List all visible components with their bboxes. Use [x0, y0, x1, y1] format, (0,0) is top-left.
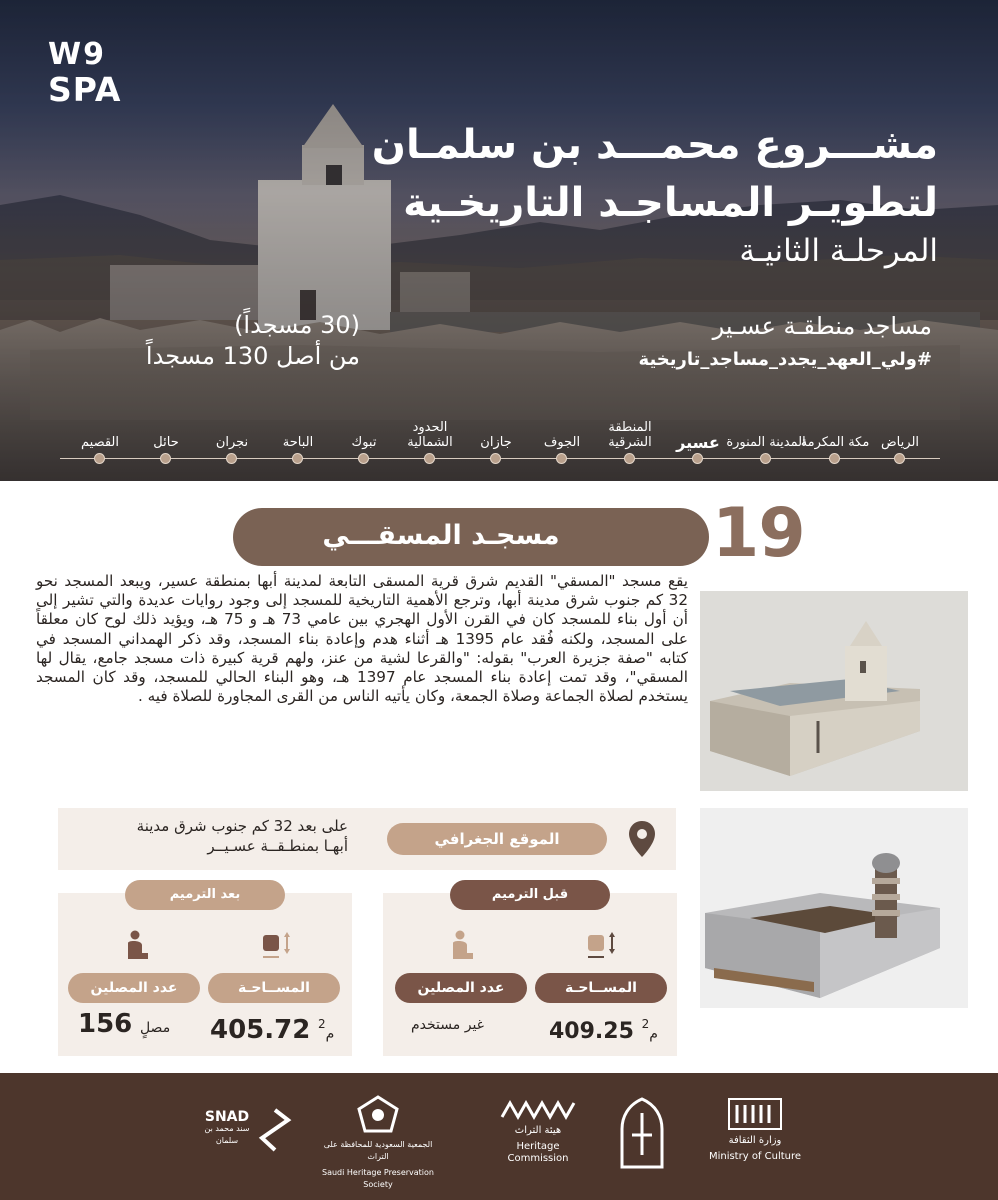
timeline-label: القصيم [81, 435, 119, 450]
hero-title [338, 116, 938, 232]
after-restoration-box [58, 887, 352, 1056]
region-timeline [60, 410, 940, 470]
worshipper-icon [445, 929, 479, 963]
heritage-society-emblem-icon [353, 1095, 403, 1135]
timeline-dot [692, 453, 703, 464]
location-label: الموقع الجغرافي [387, 823, 607, 855]
mosque-description: يقع مسجد "المسقي" القديم شرق قرية المسقى التابعة لمدينة أبها بمنطقة عسير، ويبعد المسجد نحو 32 كم جنوب شرق مدينة أبها، وترجع الأهمية التاريخية للمسجد إلى وجود روايات عديدة والتي تشير إلى أن أول بناء للمسجد كان في القرن الأول الهجري بين عامي 73 هـ و 75 هـ، ويؤيد ذلك لوح كان معلقاً على المسجد، ولكنه فُقد عام 1395 هـ أثناء هدم وإعادة بناء المسجد، وقد ذكر الهمداني المسجد في كتابه "صفة جزيرة العرب" بقوله: "والقرعا لشية من عنز، ولهم قرية كبيرة ذات مسجد جامع، يقال لها المسقي"، وقد تمت إعادة بناء المسجد عام 1397 هـ، وهو البناء الحالي للمسجد، وقد كان المسجد يستخدم لصلاة الجماعة وصلاة الجمعة، وكان يأتيه الناس من القرى المجاورة للصلاة فيه . [36, 572, 689, 706]
mosque-before-render [700, 591, 968, 791]
spa-logo-top: W9 [48, 37, 106, 72]
timeline-item-qassim[interactable] [60, 410, 140, 468]
heritage-commission-emblem-icon [498, 1095, 578, 1121]
islamic-affairs-logo [612, 1095, 672, 1175]
timeline-dot [292, 453, 303, 464]
hero-banner [0, 0, 998, 481]
hero-count-line-2: من أصل 130 مسجداً [145, 342, 360, 370]
mosque-after-render [700, 808, 968, 1008]
before-area-label: المســاحـة [535, 973, 667, 1003]
ministry-of-culture-logo [700, 1095, 810, 1163]
footer-partners [0, 1073, 998, 1200]
timeline-dot [556, 453, 567, 464]
before-heading: قبل الترميم [450, 880, 610, 910]
hero-hashtag: #ولي_العهد_يجدد_مساجد_تاريخية [638, 349, 932, 370]
timeline-item-eastern[interactable] [590, 410, 670, 468]
hero-mosque-count [145, 310, 360, 372]
hero-count-line-1: (30 مسجداً) [234, 311, 360, 339]
map-pin-icon [628, 820, 656, 858]
timeline-label: الحدود الشمالية [407, 420, 453, 450]
snad-name-ar: سند محمد بن سلمان [204, 1124, 250, 1145]
timeline-label: الباحة [282, 435, 314, 450]
mosque-number: 19 [712, 494, 805, 573]
before-worshippers-label: عدد المصلين [395, 973, 527, 1003]
location-box [58, 808, 676, 870]
timeline-item-asir[interactable] [658, 410, 738, 468]
ministry-culture-name-ar: وزارة الثقافة [728, 1135, 782, 1146]
timeline-dot [829, 453, 840, 464]
before-area-unit: م [649, 1026, 658, 1042]
after-worshippers-number: 156 [78, 1009, 133, 1039]
heritage-commission-logo [488, 1095, 588, 1165]
timeline-dot [624, 453, 635, 464]
hero-title-line-2: لتطويـر المساجـد التاريخـية [403, 180, 938, 226]
timeline-dot [160, 453, 171, 464]
area-icon [259, 929, 293, 963]
timeline-item-madinah[interactable] [726, 410, 806, 468]
heritage-society-name-en: Saudi Heritage Preservation Society [322, 1168, 434, 1189]
hero-region: مساجد منطقـة عسـير [712, 312, 932, 340]
timeline-label: عسير [676, 433, 720, 452]
timeline-dot [424, 453, 435, 464]
heritage-society-name-ar: الجمعية السعودية للمحافظة على التراث [323, 1140, 433, 1161]
ministry-culture-emblem-icon [725, 1095, 785, 1131]
after-worshippers-label: عدد المصلين [68, 973, 200, 1003]
area-icon [584, 929, 618, 963]
timeline-label: جازان [480, 435, 512, 450]
heritage-commission-name-ar: هيئة التراث [514, 1125, 562, 1136]
timeline-item-makkah[interactable] [795, 410, 875, 468]
after-worshippers-value [78, 1009, 170, 1043]
timeline-label: تبوك [351, 435, 377, 450]
timeline-dot [358, 453, 369, 464]
timeline-label: المدينة المنورة [726, 435, 806, 450]
before-area-value [549, 1009, 658, 1049]
heritage-commission-name-en: Heritage Commission [507, 1141, 569, 1164]
islamic-affairs-emblem-icon [616, 1095, 668, 1171]
ministry-culture-name-en: Ministry of Culture [708, 1151, 802, 1162]
timeline-label: مكة المكرمة [800, 435, 870, 450]
timeline-dot [760, 453, 771, 464]
after-area-number: 405.72 [210, 1015, 311, 1045]
mosque-before-image [700, 591, 968, 791]
after-area-unit: م [325, 1026, 335, 1042]
spa-logo: SPA [48, 70, 122, 109]
mosque-name: مسجـد المسقـــي [322, 520, 560, 551]
timeline-label: المنطقة الشرقية [608, 420, 652, 450]
timeline-dot [94, 453, 105, 464]
snad-emblem-icon [258, 1107, 292, 1153]
before-area-unit-power: 2 [641, 1017, 650, 1031]
worshipper-icon [120, 929, 154, 963]
timeline-dot [226, 453, 237, 464]
location-text: على بعد 32 كم جنوب شرق مدينة أبهـا بمنطـقــة عسـيــر [136, 817, 348, 855]
after-worshippers-unit: مصلٍ [139, 1020, 171, 1036]
timeline-dot [894, 453, 905, 464]
before-restoration-box [383, 887, 677, 1056]
timeline-label: حائل [153, 435, 179, 450]
after-area-label: المســاحـة [208, 973, 340, 1003]
heritage-society-logo [316, 1095, 440, 1191]
mosque-after-image [700, 808, 968, 1008]
before-worshippers-value: غير مستخدم [411, 1017, 484, 1033]
mosque-title-pill [233, 508, 709, 566]
hero-phase: المرحلـة الثانيـة [739, 233, 938, 269]
before-area-number: 409.25 [549, 1019, 634, 1044]
timeline-label: الجوف [543, 435, 581, 450]
timeline-label: نجران [215, 435, 249, 450]
after-heading: بعد الترميم [125, 880, 285, 910]
timeline-label: الرياض [880, 435, 920, 450]
snad-logo [196, 1107, 292, 1153]
after-area-unit-power: 2 [318, 1017, 326, 1031]
after-area-value [210, 1009, 334, 1049]
snad-name-en: SNAD [204, 1109, 250, 1125]
hero-title-line-1: مشـــروع محمـــد بن سلمـان [371, 122, 938, 168]
timeline-dot [490, 453, 501, 464]
